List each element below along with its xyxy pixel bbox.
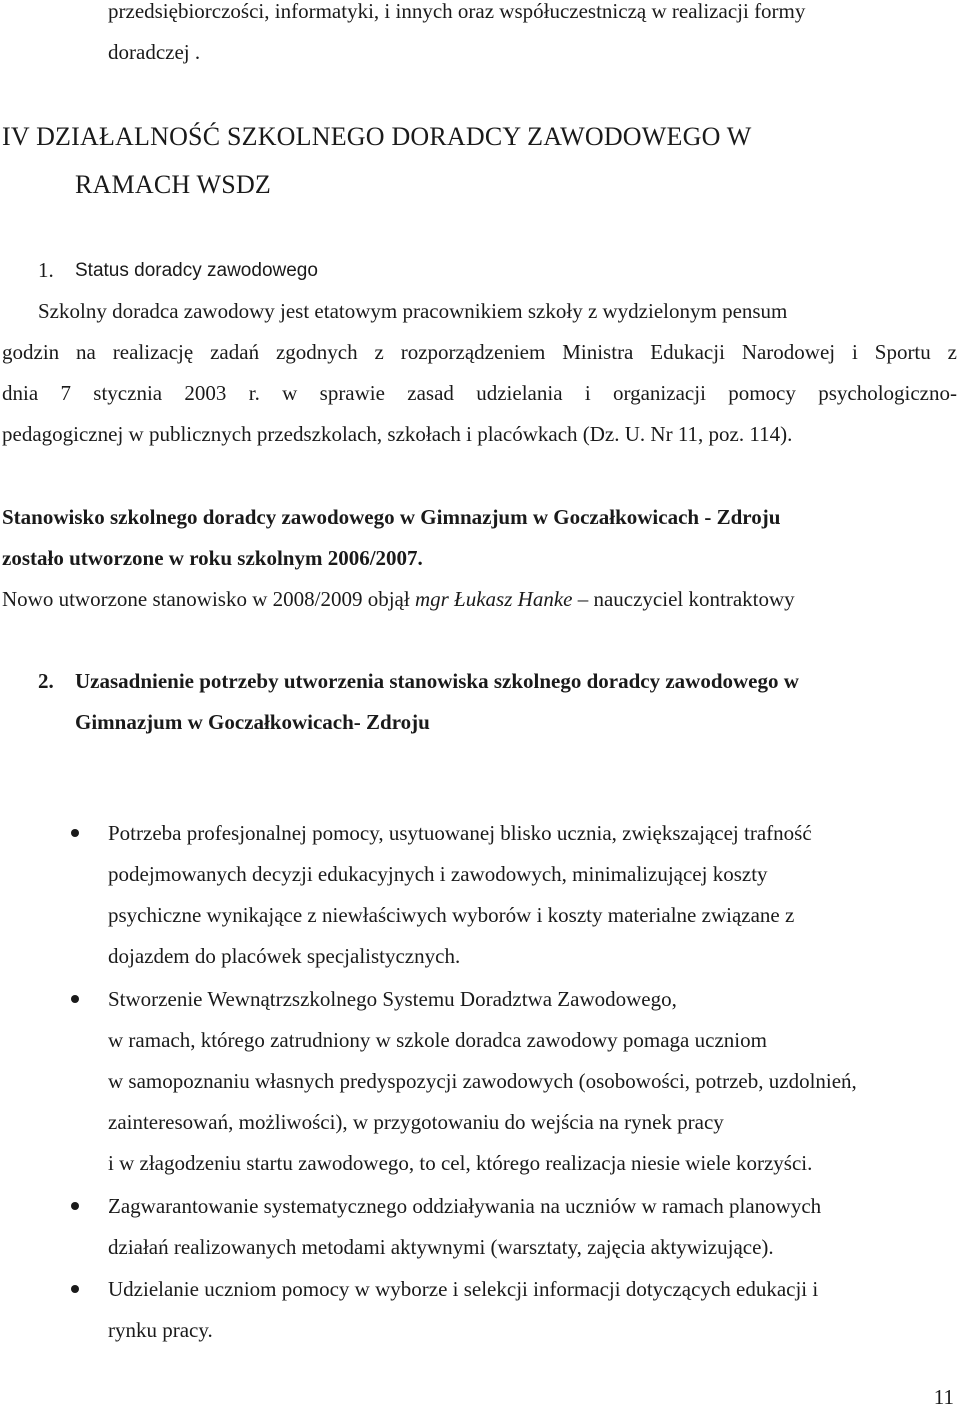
bullet-4-line-1: Udzielanie uczniom pomocy w wyborze i selekcji informacji dotyczących edukacji i (108, 1277, 819, 1301)
bullet-dot-3 (71, 1202, 79, 1210)
teacher-name: mgr Łukasz Hanke (414, 587, 573, 611)
justification-heading-line-2: Gimnazjum w Goczałkowicach- Zdroju (75, 710, 430, 734)
bullet-dot-2 (71, 995, 79, 1003)
position-bold-line-1: Stanowisko szkolnego doradcy zawodowego w Gimnazjum w Goczałkowicach - Zdroju (2, 505, 781, 529)
bullet-1-line-3: psychiczne wynikające z niewłaściwych wyborów i koszty materialne związane z (108, 903, 795, 927)
bullet-dot-1 (71, 829, 79, 837)
status-paragraph-line-2: godzin na realizację zadań zgodnych z rozporządzeniem Ministra Edukacji Narodowej i Sportu z (2, 340, 957, 364)
position-line-3 (2, 579, 795, 620)
justification-number: 2. (38, 669, 54, 693)
bullet-2-line-3: w samopoznaniu własnych predyspozycji zawodowych (osobowości, potrzeb, uzdolnień, (108, 1069, 857, 1093)
status-paragraph-line-4: pedagogicznej w publicznych przedszkolach, szkołach i placówkach (Dz. U. Nr 11, poz. 114). (2, 422, 793, 446)
bullet-dot-4 (71, 1285, 79, 1293)
status-paragraph-line-3: dnia 7 stycznia 2003 r. w sprawie zasad udzielania i organizacji pomocy psychologiczno- (2, 381, 957, 405)
bullet-1-line-1: Potrzeba profesjonalnej pomocy, usytuowanej blisko ucznia, zwiększającej trafność (108, 821, 812, 845)
bullet-2-line-4: zainteresowań, możliwości), w przygotowaniu do wejścia na rynek pracy (108, 1110, 724, 1134)
bullet-3-line-1: Zagwarantowanie systematycznego oddziaływania na uczniów w ramach planowych (108, 1194, 822, 1218)
status-number: 1. (38, 258, 54, 282)
position-bold-line-2: zostało utworzone w roku szkolnym 2006/2007. (2, 546, 423, 570)
intro-line-1: przedsiębiorczości, informatyki, i innych oraz współuczestniczą w realizacji formy (108, 0, 806, 23)
section-heading-line-1: IV DZIAŁALNOŚĆ SZKOLNEGO DORADCY ZAWODOWEGO W (2, 122, 752, 151)
position-line-3-suffix: – nauczyciel kontraktowy (572, 587, 795, 611)
page-number: 11 (933, 1385, 954, 1409)
bullet-2-line-1: Stworzenie Wewnątrzszkolnego Systemu Doradztwa Zawodowego, (108, 987, 677, 1011)
bullet-1-line-4: dojazdem do placówek specjalistycznych. (108, 944, 461, 968)
status-paragraph-line-1: Szkolny doradca zawodowy jest etatowym pracownikiem szkoły z wydzielonym pensum (38, 299, 788, 323)
bullet-3-line-2: działań realizowanych metodami aktywnymi (warsztaty, zajęcia aktywizujące). (108, 1235, 774, 1259)
position-line-3-prefix: Nowo utworzone stanowisko w 2008/2009 objął (2, 587, 415, 611)
justification-heading-line-1: Uzasadnienie potrzeby utworzenia stanowiska szkolnego doradcy zawodowego w (75, 669, 799, 693)
intro-line-2: doradczej . (108, 40, 201, 64)
section-heading-line-2: RAMACH WSDZ (75, 170, 272, 199)
status-title: Status doradcy zawodowego (75, 260, 318, 281)
bullet-2-line-2: w ramach, którego zatrudniony w szkole doradca zawodowy pomaga uczniom (108, 1028, 767, 1052)
bullet-1-line-2: podejmowanych decyzji edukacyjnych i zawodowych, minimalizującej koszty (108, 862, 768, 886)
bullet-2-line-5: i w złagodzeniu startu zawodowego, to cel, którego realizacja niesie wiele korzyści. (108, 1151, 813, 1175)
bullet-4-line-2: rynku pracy. (108, 1318, 213, 1342)
